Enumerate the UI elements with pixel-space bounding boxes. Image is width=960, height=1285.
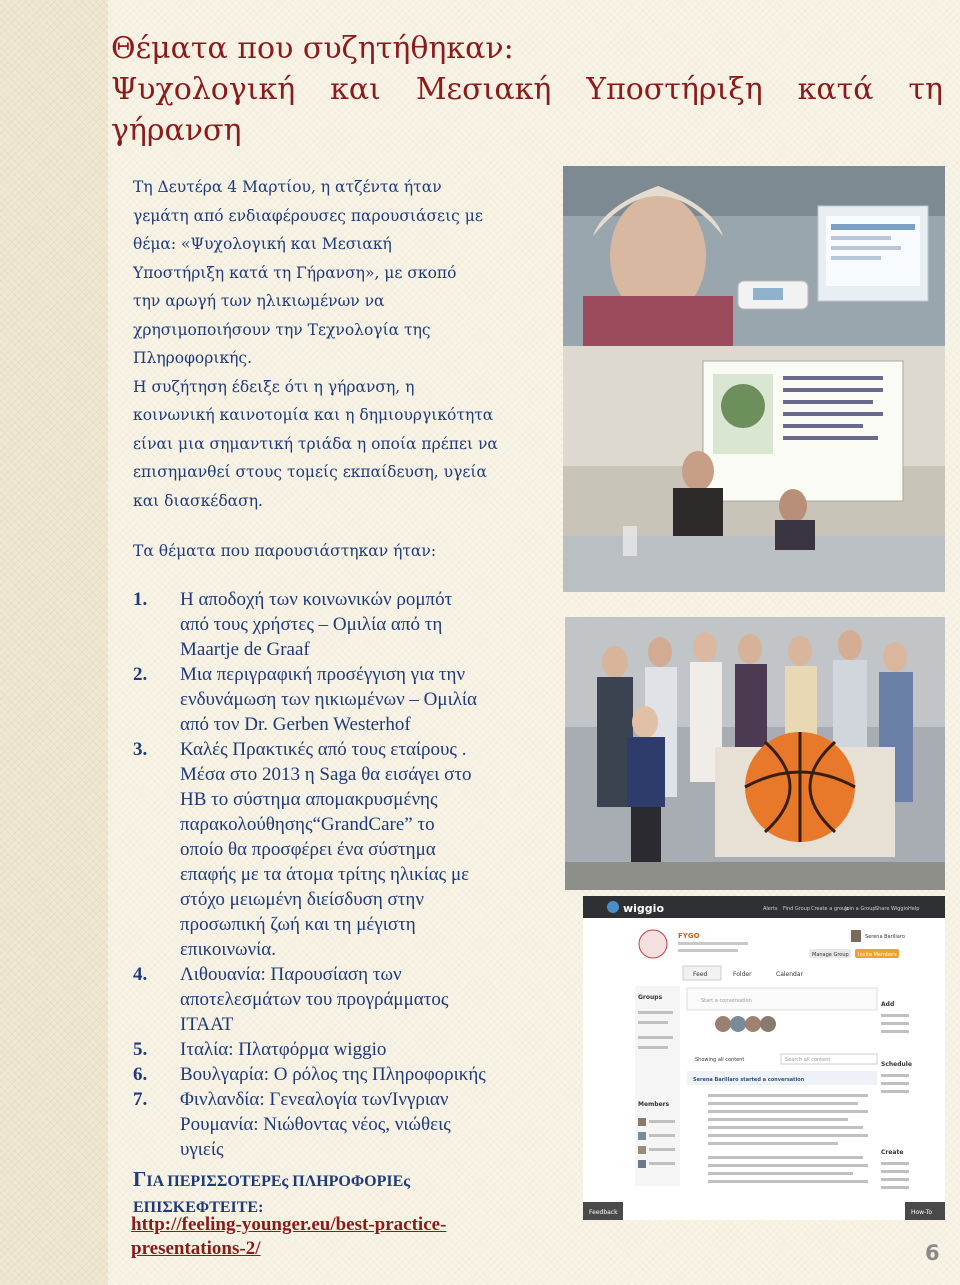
wiggio-conversation-header: Serena Barillaro started a conversation [693, 1077, 805, 1083]
topic-line: προσωπική ζωή και τη μέγιστη [180, 914, 416, 935]
wiggio-showing-filter[interactable]: Showing all content [695, 1057, 745, 1063]
topic-text [180, 662, 563, 737]
title-line-1: Θέματα που συζητήθηκαν: [111, 31, 514, 66]
intro-paragraph [133, 173, 558, 515]
intro-line: την αρωγή των ηλικιωμένων να [133, 292, 385, 310]
wiggio-tab[interactable]: Folder [733, 971, 752, 978]
topic-line: από τον Dr. Gerben Westerhof [180, 714, 411, 735]
wiggio-schedule-button[interactable]: Schedule [881, 1061, 912, 1068]
wiggio-create-button[interactable]: Create [881, 1149, 904, 1156]
topic-number: 3. [133, 739, 148, 760]
more-info-line-2: ΕΠΙΣΚΕΦΤΕΙΤΕ: [133, 1199, 264, 1216]
wiggio-nav-item[interactable]: Find Group [783, 906, 811, 912]
wiggio-search-input[interactable]: Search all content [785, 1057, 831, 1063]
wiggio-nav-item[interactable]: Alerts [763, 906, 778, 912]
topic-line: HB το σύστημα απομακρυσμένης [180, 789, 438, 810]
intro-line: κοινωνική καινοτομία και η δημιουργικότητα [133, 406, 494, 424]
photo-group-with-basketball [565, 617, 945, 890]
topic-text [180, 587, 563, 662]
wiggio-conversation-input[interactable]: Start a conversation [701, 998, 752, 1004]
topic-number: 7. [133, 1089, 148, 1110]
topic-line: Ρουμανία: Νιώθοντας νέος, νιώθεις [180, 1114, 451, 1135]
wiggio-invite-members[interactable]: Invite Members [858, 952, 897, 958]
left-decorative-bar [0, 0, 108, 1285]
topic-line: επικοινωνία. [180, 939, 276, 960]
wiggio-nav-item[interactable]: Help [908, 906, 920, 912]
topic-item [133, 1087, 563, 1162]
topic-text [180, 1062, 563, 1087]
wiggio-nav-item[interactable]: Create a group [811, 906, 849, 912]
title-word: και [330, 72, 381, 107]
intro-line: χρησιμοποιήσουν την Τεχνολογία της [133, 320, 431, 339]
intro-line: θέμα: «Ψυχολογική και Μεσιακή [133, 235, 392, 253]
link-line-1: http://feeling-younger.eu/best-practice- [131, 1214, 447, 1235]
wiggio-user-name[interactable]: Serena Barillaro [865, 934, 905, 940]
more-info-line-1 [133, 1166, 573, 1195]
wiggio-groups-label: Groups [638, 994, 663, 1001]
intro-line: Η συζήτηση έδειξε ότι η γήρανση, η [133, 377, 415, 396]
website-link[interactable] [131, 1213, 531, 1261]
title-word: Μεσιακή [415, 72, 552, 107]
intro-line: γεμάτη από ενδιαφέρουσες παρουσιάσεις με [133, 206, 483, 225]
topic-number: 6. [133, 1064, 148, 1085]
topic-line: Καλές Πρακτικές από τους εταίρους . [180, 739, 467, 760]
wiggio-group-name: FYGO [678, 932, 700, 940]
topic-text [180, 962, 563, 1037]
wiggio-nav-item[interactable]: Share Wiggio [875, 906, 909, 912]
link-line-2: presentations-2/ [131, 1238, 261, 1259]
topic-number: 4. [133, 964, 148, 985]
topic-line: παρακολούθησης“GrandCare” το [180, 814, 435, 835]
drop-letter: Γ [133, 1167, 147, 1191]
title-word: Υποστήριξη [586, 72, 763, 107]
photo-health-device-and-presentation [563, 166, 945, 592]
more-info-text: ΙΑ ΠΕΡΙΣΣΟΤΕΡΕς ΠΛΗΡΟΦΟΡΙΕς [146, 1173, 411, 1190]
topic-item [133, 1037, 563, 1062]
wiggio-feedback-tab[interactable]: Feedback [589, 1209, 618, 1216]
intro-line: επισημανθεί στους τομείς εκπαίδευση, υγεία [133, 463, 487, 481]
intro-line: Πληροφορικής. [133, 349, 253, 367]
topic-line: Η αποδοχή των κοινωνικών ρομπότ [180, 589, 453, 610]
topic-line: υγιείς [180, 1139, 224, 1160]
topic-number: 5. [133, 1039, 148, 1060]
page-title [111, 28, 951, 151]
intro-line: Τη Δευτέρα 4 Μαρτίου, η ατζέντα ήταν [133, 178, 442, 196]
wiggio-tab[interactable]: Calendar [776, 971, 803, 978]
wiggio-logo: wiggio [623, 902, 665, 915]
intro-line: είναι μια σημαντική τριάδα η οποία πρέπει να [133, 434, 498, 453]
wiggio-add-button[interactable]: Add [881, 1001, 895, 1008]
topic-line: ITAAT [180, 1014, 234, 1035]
title-word: τη [908, 72, 943, 107]
topic-item [133, 962, 563, 1037]
topic-number: 1. [133, 589, 148, 610]
topic-item [133, 587, 563, 662]
topic-line: αποτελεσμάτων του προγράμματος [180, 989, 449, 1010]
topic-line: Φινλανδία: Γενεαλογία τωνΊνγριαν [180, 1089, 449, 1110]
topic-line: επαφής με τα άτομα τρίτης ηλικίας με [180, 864, 470, 885]
topic-line: στόχο μειωμένη διείσδυση στην [180, 889, 424, 910]
topic-item [133, 1062, 563, 1087]
topic-text [180, 1087, 563, 1162]
title-word: Ψυχολογική [111, 72, 296, 107]
topic-line: ενδυνάμωση των ηικιωμένων – Ομιλία [180, 689, 477, 710]
title-line-2 [111, 69, 943, 110]
topic-line: από τους χρήστες – Ομιλία από τη [180, 614, 443, 635]
intro-line: Υποστήριξη κατά τη Γήρανση», με σκοπό [133, 263, 457, 282]
topic-line: Βουλγαρία: Ο ρόλος της Πληροφορικής [180, 1064, 486, 1085]
topics-list [133, 587, 563, 1162]
wiggio-howto-tab[interactable]: How-To [911, 1209, 933, 1216]
topic-line: Μέσα στο 2013 η Saga θα εισάγει στο [180, 764, 472, 785]
topic-line: Maartje de Graaf [180, 639, 310, 660]
topic-line: οποίο θα προσφέρει ένα σύστημα [180, 839, 436, 860]
wiggio-members-label: Members [638, 1101, 670, 1108]
title-word: κατά [797, 72, 874, 107]
topic-line: Λιθουανία: Παρουσίαση των [180, 964, 402, 985]
topic-line: Ιταλία: Πλατφόρμα wiggio [180, 1039, 387, 1060]
topic-text [180, 1037, 563, 1062]
topic-item [133, 662, 563, 737]
topic-text [180, 737, 563, 962]
topic-line: Μια περιγραφική προσέγγιση για την [180, 664, 466, 685]
page-number: 6 [925, 1241, 940, 1265]
topic-number: 2. [133, 664, 148, 685]
wiggio-manage-group[interactable]: Manage Group [812, 952, 849, 958]
wiggio-tab[interactable]: Feed [693, 971, 708, 978]
screenshot-wiggio-platform [583, 896, 945, 1220]
wiggio-nav-item[interactable]: Join a Group [845, 906, 876, 912]
intro-line: και διασκέδαση. [133, 491, 263, 510]
title-line-3: γήρανση [111, 113, 242, 148]
topics-heading: Τα θέματα που παρουσιάστηκαν ήταν: [133, 542, 437, 560]
topic-item [133, 737, 563, 962]
